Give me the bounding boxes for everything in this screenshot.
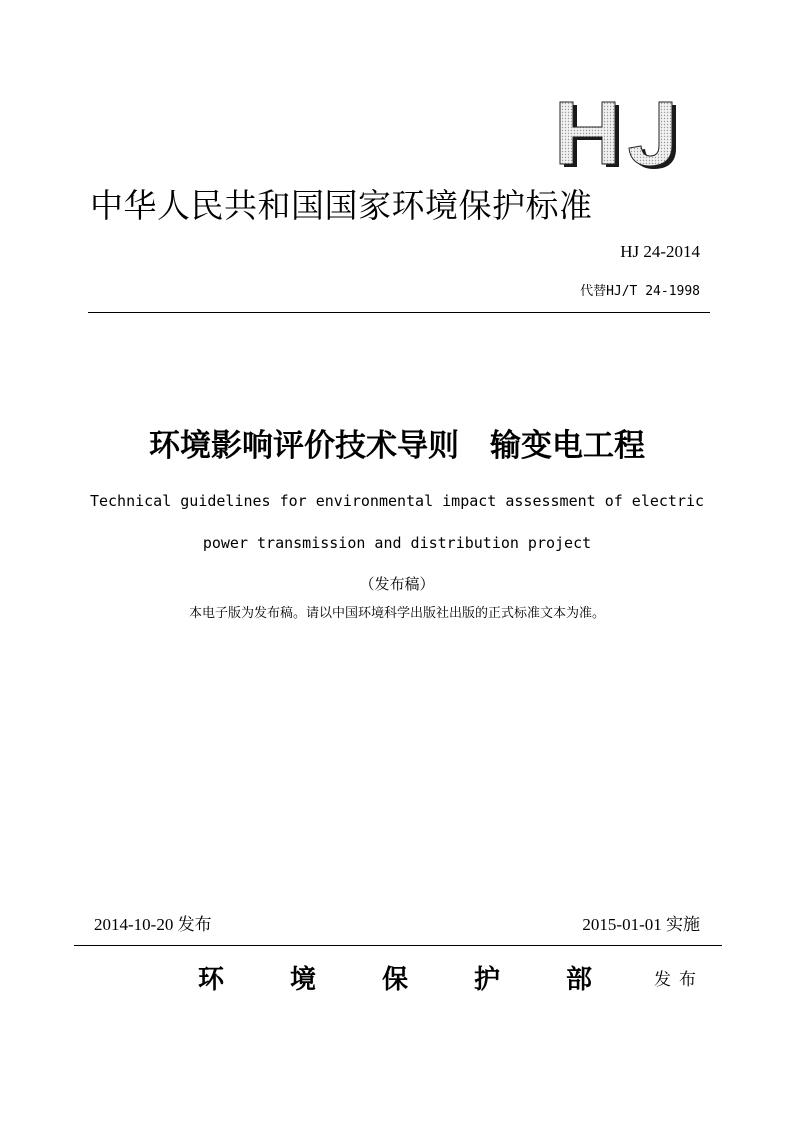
publisher-char: 境 bbox=[290, 965, 317, 995]
document-title: 环境影响评价技术导则 输变电工程 bbox=[149, 428, 645, 464]
publisher-char: 部 bbox=[566, 965, 593, 995]
publisher-char: 保 bbox=[382, 965, 409, 995]
publisher-char: 护 bbox=[474, 965, 501, 995]
draft-tag: （发布稿） bbox=[359, 575, 435, 593]
hj-logo bbox=[552, 96, 692, 172]
edition-note: 本电子版为发布稿。请以中国环境科学出版社出版的正式标准文本为准。 bbox=[188, 606, 605, 621]
english-title-line-1: Technical guidelines for environmental impact assessment of electric bbox=[89, 492, 705, 510]
replaces-standard: 代替HJ/T 24-1998 bbox=[580, 284, 700, 299]
publish-suffix: 发布 bbox=[654, 970, 704, 990]
english-title-line-2: power transmission and distribution project bbox=[202, 534, 592, 552]
bottom-divider bbox=[74, 945, 722, 946]
standard-series-title: 中华人民共和国国家环境保护标准 bbox=[90, 186, 593, 225]
issue-date: 2014-10-20 发布 bbox=[94, 915, 212, 934]
implementation-date: 2015-01-01 实施 bbox=[582, 915, 700, 934]
top-divider bbox=[88, 312, 710, 313]
publisher-char: 环 bbox=[198, 965, 225, 995]
standard-number: HJ 24-2014 bbox=[620, 242, 700, 261]
